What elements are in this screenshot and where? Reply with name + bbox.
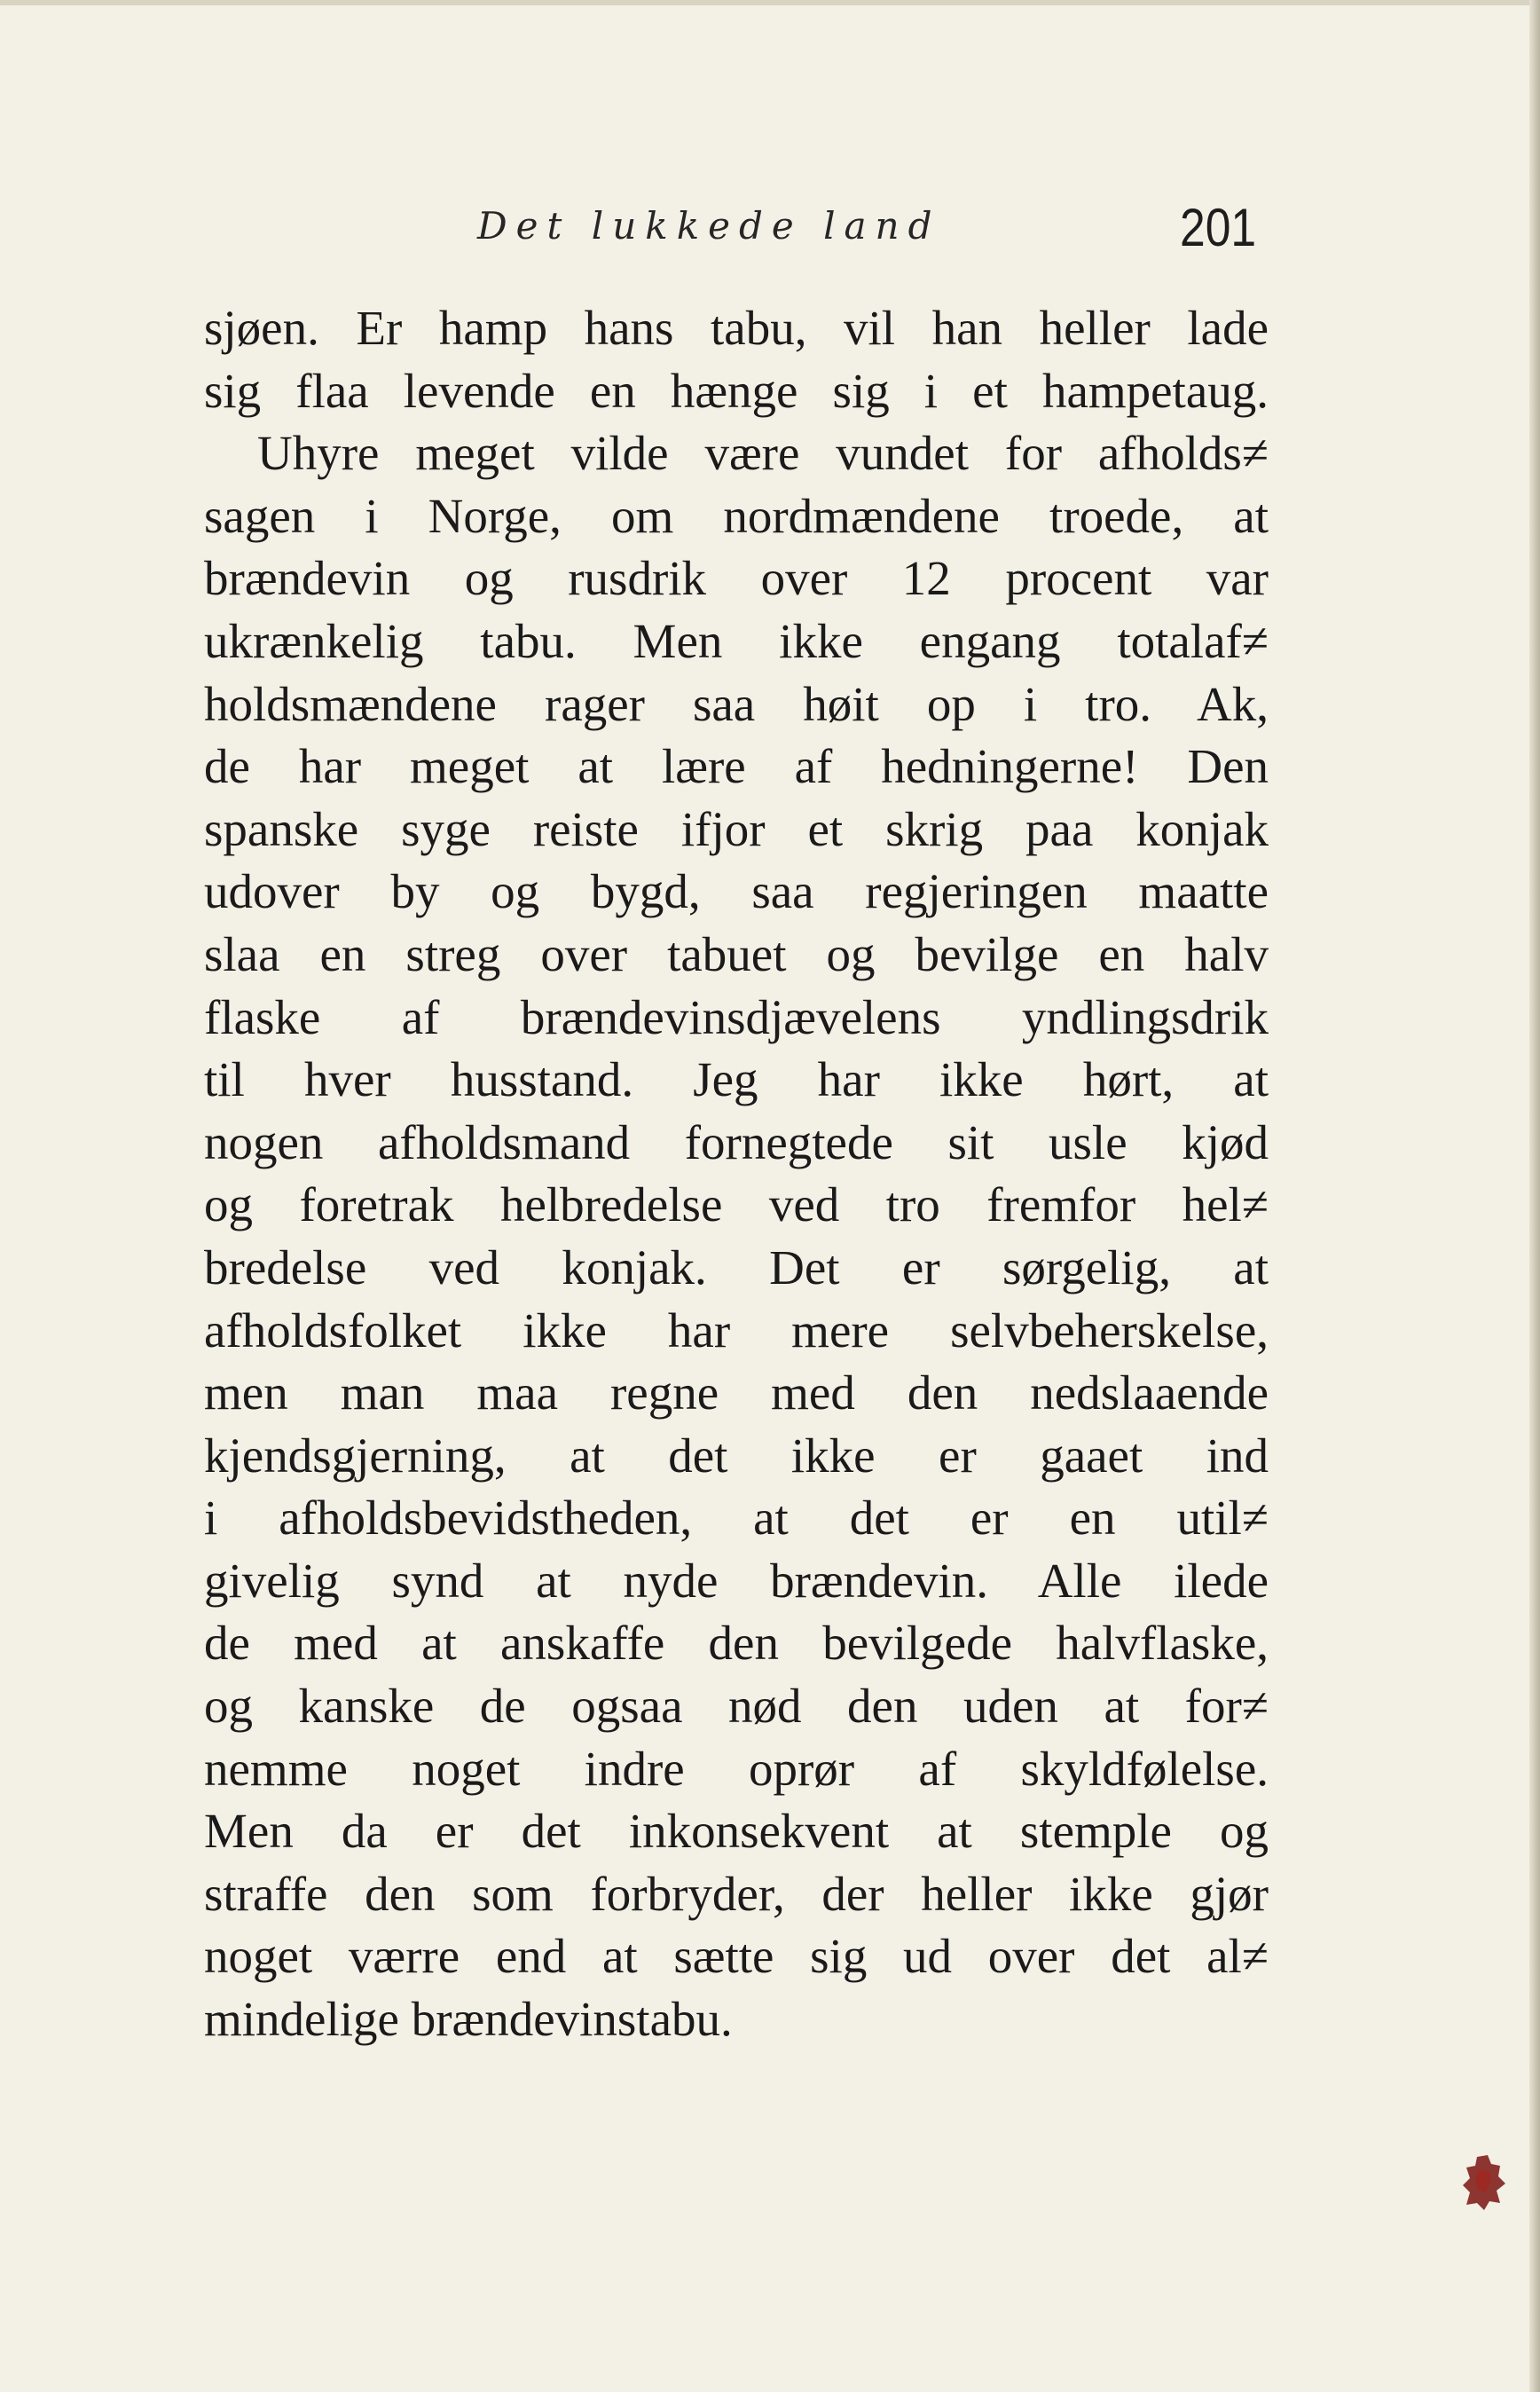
text-line: udover by og bygd, saa regjeringen maatte — [204, 864, 1269, 919]
text-line: sjøen. Er hamp hans tabu, vil han heller lade — [204, 301, 1269, 355]
text-line: sagen i Norge, om nordmændene troede, at — [204, 488, 1269, 543]
text-line: Men da er det inkonsekvent at stemple og — [204, 1804, 1269, 1859]
library-stamp-stain — [1459, 2152, 1508, 2214]
text-line: til hver husstand. Jeg har ikke hørt, at — [204, 1052, 1269, 1107]
text-line: slaa en streg over tabuet og bevilge en halv — [204, 926, 1269, 981]
running-head — [204, 197, 1269, 259]
running-title: Det lukkede land — [477, 204, 941, 248]
text-line: og foretrak helbredelse ved tro fremfor hel≠ — [204, 1177, 1269, 1232]
page-number: 201 — [1180, 198, 1257, 257]
text-line: ukrænkelig tabu. Men ikke engang totalaf≠ — [204, 613, 1269, 668]
text-line: og kanske de ogsaa nød den uden at for≠ — [204, 1679, 1269, 1734]
text-line: givelig synd at nyde brændevin. Alle ilede — [204, 1553, 1269, 1608]
text-line: kjendsgjerning, at det ikke er gaaet ind — [204, 1428, 1269, 1483]
text-line: i afholdsbevidstheden, at det er en util≠ — [204, 1491, 1269, 1546]
page-right-edge — [1529, 0, 1540, 2392]
page-top-edge — [0, 0, 1540, 5]
text-line: nogen afholdsmand fornegtede sit usle kjød — [204, 1114, 1269, 1169]
text-line: straffe den som forbryder, der heller ikke gjør — [204, 1866, 1269, 1921]
text-line: holdsmændene rager saa høit op i tro. Ak, — [204, 676, 1269, 731]
text-line: de med at anskaffe den bevilgede halvflaske, — [204, 1616, 1269, 1671]
text-line: men man maa regne med den nedslaaende — [204, 1365, 1269, 1420]
body-text — [204, 297, 1269, 2051]
text-line: bredelse ved konjak. Det er sørgelig, at — [204, 1239, 1269, 1294]
text-line: nemme noget indre oprør af skyldfølelse. — [204, 1741, 1269, 1796]
text-line: sig flaa levende en hænge sig i et hampetaug. — [204, 363, 1269, 418]
text-line: spanske syge reiste ifjor et skrig paa konjak — [204, 801, 1269, 856]
text-line: Uhyre meget vilde være vundet for afholds≠ — [257, 426, 1269, 481]
text-line: de har meget at lære af hedningerne! Den — [204, 739, 1269, 794]
text-line: afholdsfolket ikke har mere selvbeherskelse, — [204, 1302, 1269, 1357]
text-line: brændevin og rusdrik over 12 procent var — [204, 551, 1269, 606]
text-line: noget værre end at sætte sig ud over det al≠ — [204, 1929, 1269, 1984]
text-line: mindelige brændevinstabu. — [204, 1992, 733, 2047]
text-line: flaske af brændevinsdjævelens yndlingsdrik — [204, 989, 1269, 1044]
